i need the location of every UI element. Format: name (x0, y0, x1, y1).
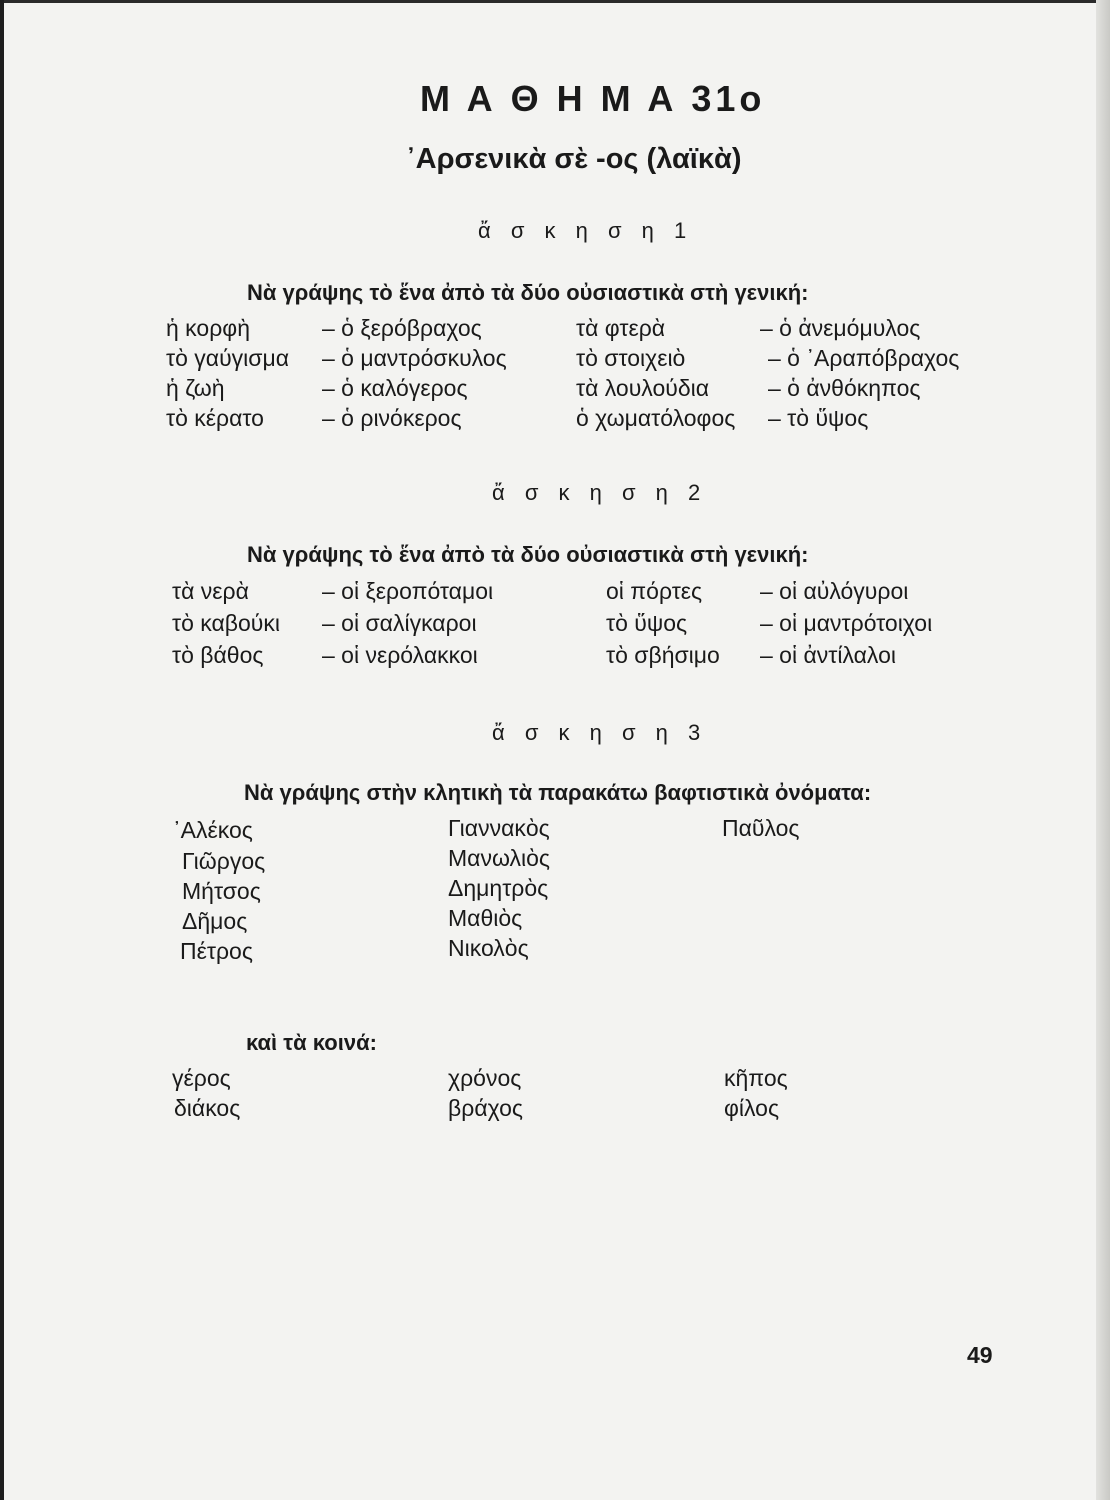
ex3-name: Μήτσος (182, 878, 261, 904)
ex2-right-word: τὸ σβήσιμο (606, 642, 720, 668)
ex2-right-pair-word: – οἱ ἀντίλαλοι (760, 642, 896, 668)
page-number: 49 (967, 1342, 993, 1368)
ex1-left-word: ἡ ζωὴ (166, 375, 225, 401)
ex3-name: Μαθιὸς (448, 905, 523, 931)
ex3-common-noun: χρόνος (448, 1065, 522, 1091)
ex2-left-word: τὰ νερὰ (172, 578, 249, 604)
exercise-2-instruction: Νὰ γράψης τὸ ἕνα ἀπὸ τὰ δύο οὐσιαστικὰ στὴ γενική: (247, 542, 809, 567)
lesson-subtitle: ᾿Αρσενικὰ σὲ -ος (λαϊκὰ) (406, 143, 742, 175)
page-left-edge (0, 0, 4, 1500)
exercise-3-heading: ἄ σ κ η σ η 3 (492, 720, 708, 745)
ex3-common-noun: κῆπος (724, 1065, 788, 1091)
ex2-left-word: τὸ καβούκι (172, 610, 280, 636)
ex3-name: Νικολὸς (448, 935, 529, 961)
ex2-right-pair-word: – οἱ μαντρότοιχοι (760, 610, 933, 636)
ex2-right-word: οἱ πόρτες (606, 578, 703, 604)
ex2-right-word: τὸ ὕψος (606, 610, 688, 636)
ex1-left-pair-word: – ὁ ξερόβραχος (322, 315, 482, 341)
ex3-common-noun: γέρος (172, 1065, 231, 1091)
exercise-3-instruction: Νὰ γράψης στὴν κλητικὴ τὰ παρακάτω βαφτιστικὰ ὀνόματα: (244, 780, 872, 805)
ex2-left-word: τὸ βάθος (172, 642, 264, 668)
ex2-left-pair-word: – οἱ νερόλακκοι (322, 642, 478, 668)
ex1-left-word: τὸ γαύγισμα (166, 345, 289, 371)
exercise-2-heading: ἄ σ κ η σ η 2 (492, 480, 708, 505)
ex1-right-word: τὰ φτερὰ (576, 315, 666, 341)
ex3-name: Γιῶργος (182, 848, 266, 874)
ex1-right-pair-word: – ὁ ἀνθόκηπος (768, 375, 921, 401)
ex1-left-pair-word: – ὁ καλόγερος (322, 375, 468, 401)
ex3-name: Πέτρος (180, 938, 253, 964)
ex1-right-pair-word: – ὁ ᾿Αραπόβραχος (768, 345, 960, 371)
ex2-left-pair-word: – οἱ σαλίγκαροι (322, 610, 477, 636)
ex3-name: Γιαννακὸς (448, 815, 550, 841)
ex1-left-word: τὸ κέρατο (166, 405, 264, 431)
ex3-name: Μανωλιὸς (448, 845, 550, 871)
ex1-right-word: τὸ στοιχειὸ (576, 345, 686, 371)
ex3-name: ᾿Αλέκος (173, 817, 253, 843)
ex1-right-word: ὁ χωματόλοφος (576, 405, 736, 431)
ex3-common-noun: βράχος (448, 1095, 523, 1121)
ex3-name: Δῆμος (182, 908, 248, 934)
ex1-left-word: ἡ κορφὴ (166, 315, 250, 341)
ex1-left-pair-word: – ὁ ρινόκερος (322, 405, 462, 431)
exercise-1-instruction: Νὰ γράψης τὸ ἕνα ἀπὸ τὰ δύο οὐσιαστικὰ στὴ γενική: (247, 280, 809, 305)
page-top-edge (0, 0, 1110, 3)
ex3-name: Παῦλος (722, 815, 800, 841)
ex3-common-noun: φίλος (724, 1095, 780, 1121)
page-right-edge (1096, 0, 1110, 1500)
lesson-title: Μ Α Θ Η Μ Α 31ο (420, 78, 766, 119)
ex1-right-pair-word: – τὸ ὕψος (768, 405, 869, 431)
common-nouns-heading: καὶ τὰ κοινά: (246, 1030, 377, 1055)
ex2-left-pair-word: – οἱ ξεροπόταμοι (322, 578, 494, 604)
ex1-right-word: τὰ λουλούδια (576, 375, 710, 401)
ex1-right-pair-word: – ὁ ἀνεμόμυλος (760, 315, 921, 341)
ex1-left-pair-word: – ὁ μαντρόσκυλος (322, 345, 507, 371)
exercise-1-heading: ἄ σ κ η σ η 1 (478, 218, 694, 243)
ex3-common-noun: διάκος (174, 1095, 241, 1121)
ex2-right-pair-word: – οἱ αὐλόγυροι (760, 578, 909, 604)
ex3-name: Δημητρὸς (448, 875, 549, 901)
